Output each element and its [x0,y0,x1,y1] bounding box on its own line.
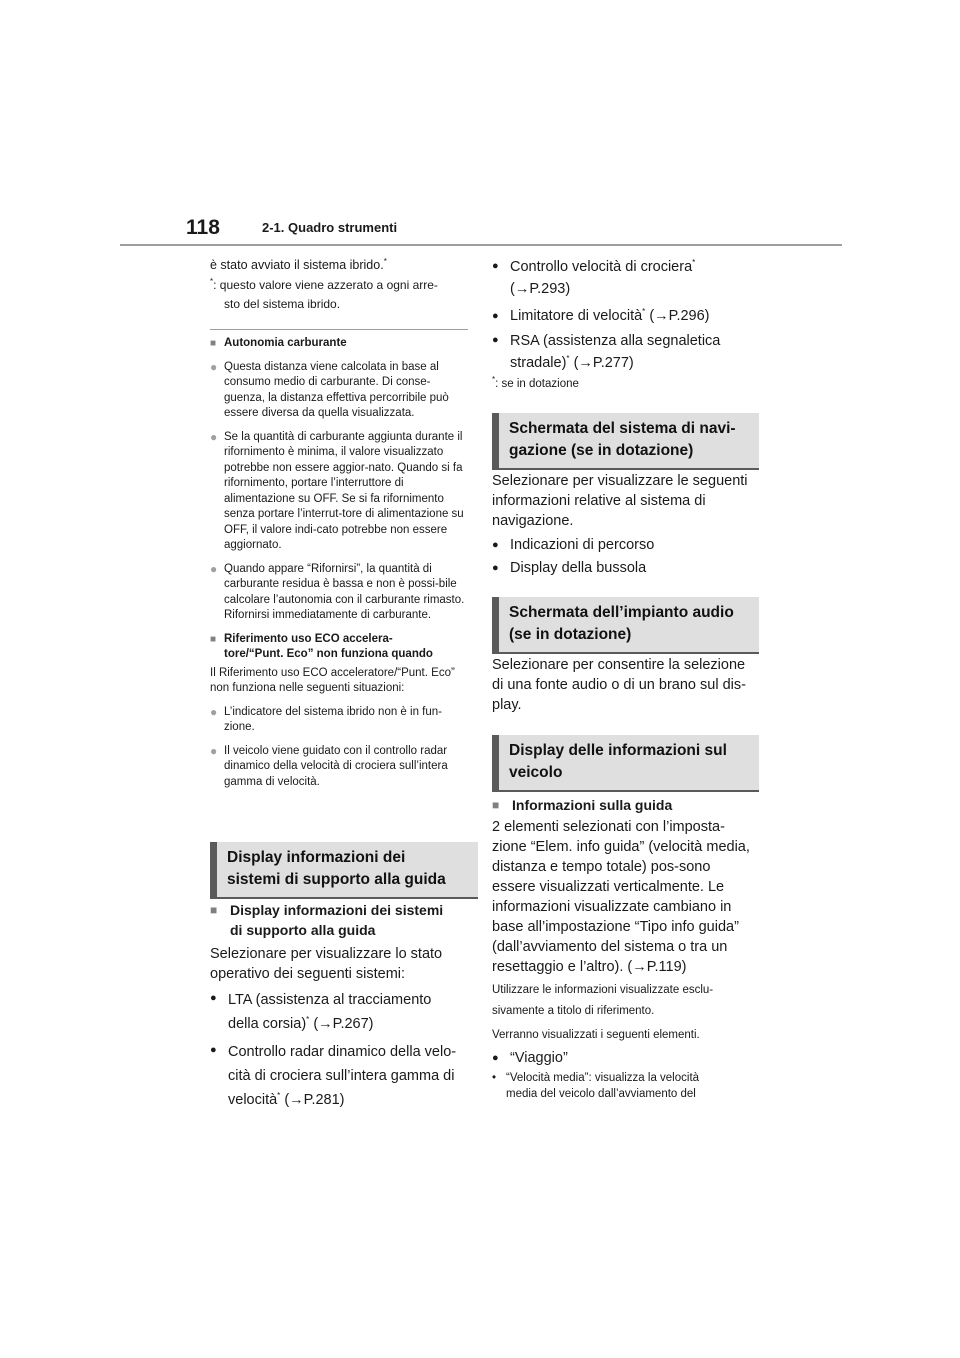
item-text: stradale) [510,355,567,371]
item-text: Indicazioni di percorso [510,537,655,553]
section-box-audio [492,597,759,654]
item-text: Quando appare “Rifornirsi”, la quantità di carburante residua è bassa e non è possi-bile calcolare l’autonomia con il carburante rimasto. [224,562,465,606]
list-item [210,360,468,422]
divider [210,329,468,330]
item-text: velocità [228,1092,278,1108]
box-title: (se in dotazione) [509,626,632,643]
item-text: della corsia) [228,1016,307,1032]
item-text: LTA (assistenza al tracciamento [228,992,432,1008]
guide-text: 2 elementi selezionati con l’imposta-zione “Elem. info guida” (velocità media, distanza e tempo totale) pos-sono essere visualizzati verticalmente. Le informazioni visualizzate cambiano in base all’impostazione “Tipo info guida” (dall’avviamento del sistema o tra un resettaggio e l’altro). (→P.119) [492,819,750,975]
select-text: Selezionare per visualizzare lo stato operativo dei seguenti sistemi: [210,946,443,982]
item-text: cità di crociera sull’intera gamma di [228,1068,455,1084]
circle-bullet-icon: ● [210,743,218,758]
heading-text: Autonomia carburante [224,337,347,349]
circle-bullet-icon: ● [210,561,218,576]
square-bullet-icon: ■ [492,798,500,812]
list-item [492,535,754,555]
heading-text: Informazioni sulla guida [512,797,673,813]
box-title: Display informazioni dei [227,849,406,866]
page-ref: (→P.277) [569,355,634,371]
page-number: 118 [186,216,220,239]
box-title: sistemi di supporto alla guida [227,871,446,888]
section-box-navigation [492,413,759,470]
guide-heading [492,795,754,815]
item-text: L’indicatore del sistema ibrido non è in fun-zione. [224,705,442,733]
box-title: Display delle informazioni sul [509,742,727,759]
autonomia-heading [210,336,468,352]
footnote-star: * [642,307,646,317]
item-text: “Velocità media”: visualizza la velocità [506,1072,700,1084]
item-text: Rifornirsi immediatamente di carburante. [224,609,432,621]
note-text: Utilizzare le informazioni visualizzate esclu- [492,984,714,996]
left-column [210,256,468,790]
item-text: RSA (assistenza alla segnaletica [510,333,721,349]
eco-text: Il Riferimento uso ECO acceleratore/“Punt. Eco” non funziona nelle seguenti situazioni: [210,666,455,694]
round-bullet-icon: ● [492,1052,499,1064]
item-text: Questa distanza viene calcolata in base al consumo medio di carburante. Di conse-guenza, la distanza effettiva percorribile può essere diversa da quella visualizzata. [224,360,449,419]
round-bullet-icon: ● [492,260,499,272]
section-title: 2-1. Quadro strumenti [262,220,398,235]
right-column [492,256,754,392]
square-bullet-icon: ■ [210,903,218,917]
round-bullet-icon: ● [210,992,217,1004]
header-rule [120,244,842,246]
list-item [492,330,754,374]
item-text: Limitatore di velocità [510,308,643,324]
box-title: gazione (se in dotazione) [509,442,694,459]
reference-note [492,980,754,1022]
circle-bullet-icon: ● [210,429,218,444]
footnote-star: * [692,258,696,268]
footnote-text: : questo valore viene azzerato a ogni arre- [213,278,438,292]
list-item [210,562,468,624]
note-text: sivamente a titolo di riferimento. [492,1005,655,1017]
circle-bullet-icon: ● [210,704,218,719]
footnote-text-2: sto del sistema ibrido. [224,297,341,311]
list-item [210,1040,470,1112]
list-item [492,558,754,578]
round-bullet-icon: ● [210,1044,217,1056]
list-item [492,1048,754,1068]
round-bullet-icon: ● [492,334,499,346]
box-title: Schermata dell’impianto audio [509,604,734,621]
footnote-text: : se in dotazione [495,378,579,390]
item-text: Se la quantità di carburante aggiunta durante il rifornimento è minima, il valore visualizzato potrebbe non essere aggior-nato. Quando si fa rifornimento, portare l’interruttore di alimentazione su OFF. Se si fa rifornimento senza portare l’interrut-tore di alimentazione su OFF, il valore indi-cato potrebbe non essere aggiornato. [224,430,464,551]
item-text: Controllo velocità di crociera [510,259,693,275]
heading-text: Display informazioni dei sistemi [230,902,444,918]
square-bullet-icon: ■ [210,633,217,645]
item-text: Display della bussola [510,560,647,576]
intro-text: è stato avviato il sistema ibrido. [210,258,384,272]
page-ref: (→P.267) [309,1016,374,1032]
section-box-vehicle-info [492,735,759,792]
round-bullet-icon: ● [492,310,499,322]
audio-section [492,655,754,715]
list-item [210,705,468,736]
heading-text: Riferimento uso ECO accelera- [224,632,393,645]
item-text: “Viaggio” [510,1050,568,1066]
left-column-lower [210,900,470,1112]
audio-text: Selezionare per consentire la selezione di una fonte audio o di un brano sul dis-play. [492,657,746,713]
list-item [210,430,468,554]
heading-text: tore/“Punt. Eco” non funziona quando [224,648,433,660]
list-item [210,988,470,1036]
list-item [492,256,754,300]
item-text: media del veicolo dall’avviamento del [506,1087,696,1100]
footnote [492,376,754,392]
footnote-star: * [566,354,570,364]
list-item [210,744,468,791]
footnote-star: * [277,1091,281,1101]
dash-bullet-icon: • [492,1072,497,1084]
footnote-star: * [492,375,496,385]
circle-bullet-icon: ● [210,359,218,374]
item-text: Il veicolo viene guidato con il controllo radar dinamico della velocità di crociera sull’intera gamma di velocità. [224,744,448,788]
page-ref: (→P.293) [510,281,571,297]
intro-line [210,256,468,274]
square-bullet-icon: ■ [210,338,217,349]
list-item [492,1071,754,1102]
page-ref: (→P.281) [280,1092,345,1108]
eco-heading [210,632,468,663]
item-text: Controllo radar dinamico della velo- [228,1044,457,1060]
box-title: veicolo [509,764,563,781]
vehicle-info-section [492,795,754,1102]
footnote-star: * [210,277,214,286]
footnote-star: * [383,256,387,266]
nav-text: Selezionare per visualizzare le seguenti informazioni relative al sistema di navigazione. [492,473,748,529]
nav-section [492,471,754,578]
page-ref: (→P.296) [645,308,710,324]
footnote-star: * [306,1015,310,1025]
section-box-driving-support [210,842,478,899]
round-bullet-icon: ● [492,539,499,551]
list-item [492,306,754,326]
sub-heading [210,900,470,940]
round-bullet-icon: ● [492,562,499,574]
box-title: Schermata del sistema di navi- [509,420,736,437]
footnote [210,276,468,314]
shown-text: Verranno visualizzati i seguenti elementi. [492,1029,700,1041]
heading-text: di supporto alla guida [230,922,376,938]
